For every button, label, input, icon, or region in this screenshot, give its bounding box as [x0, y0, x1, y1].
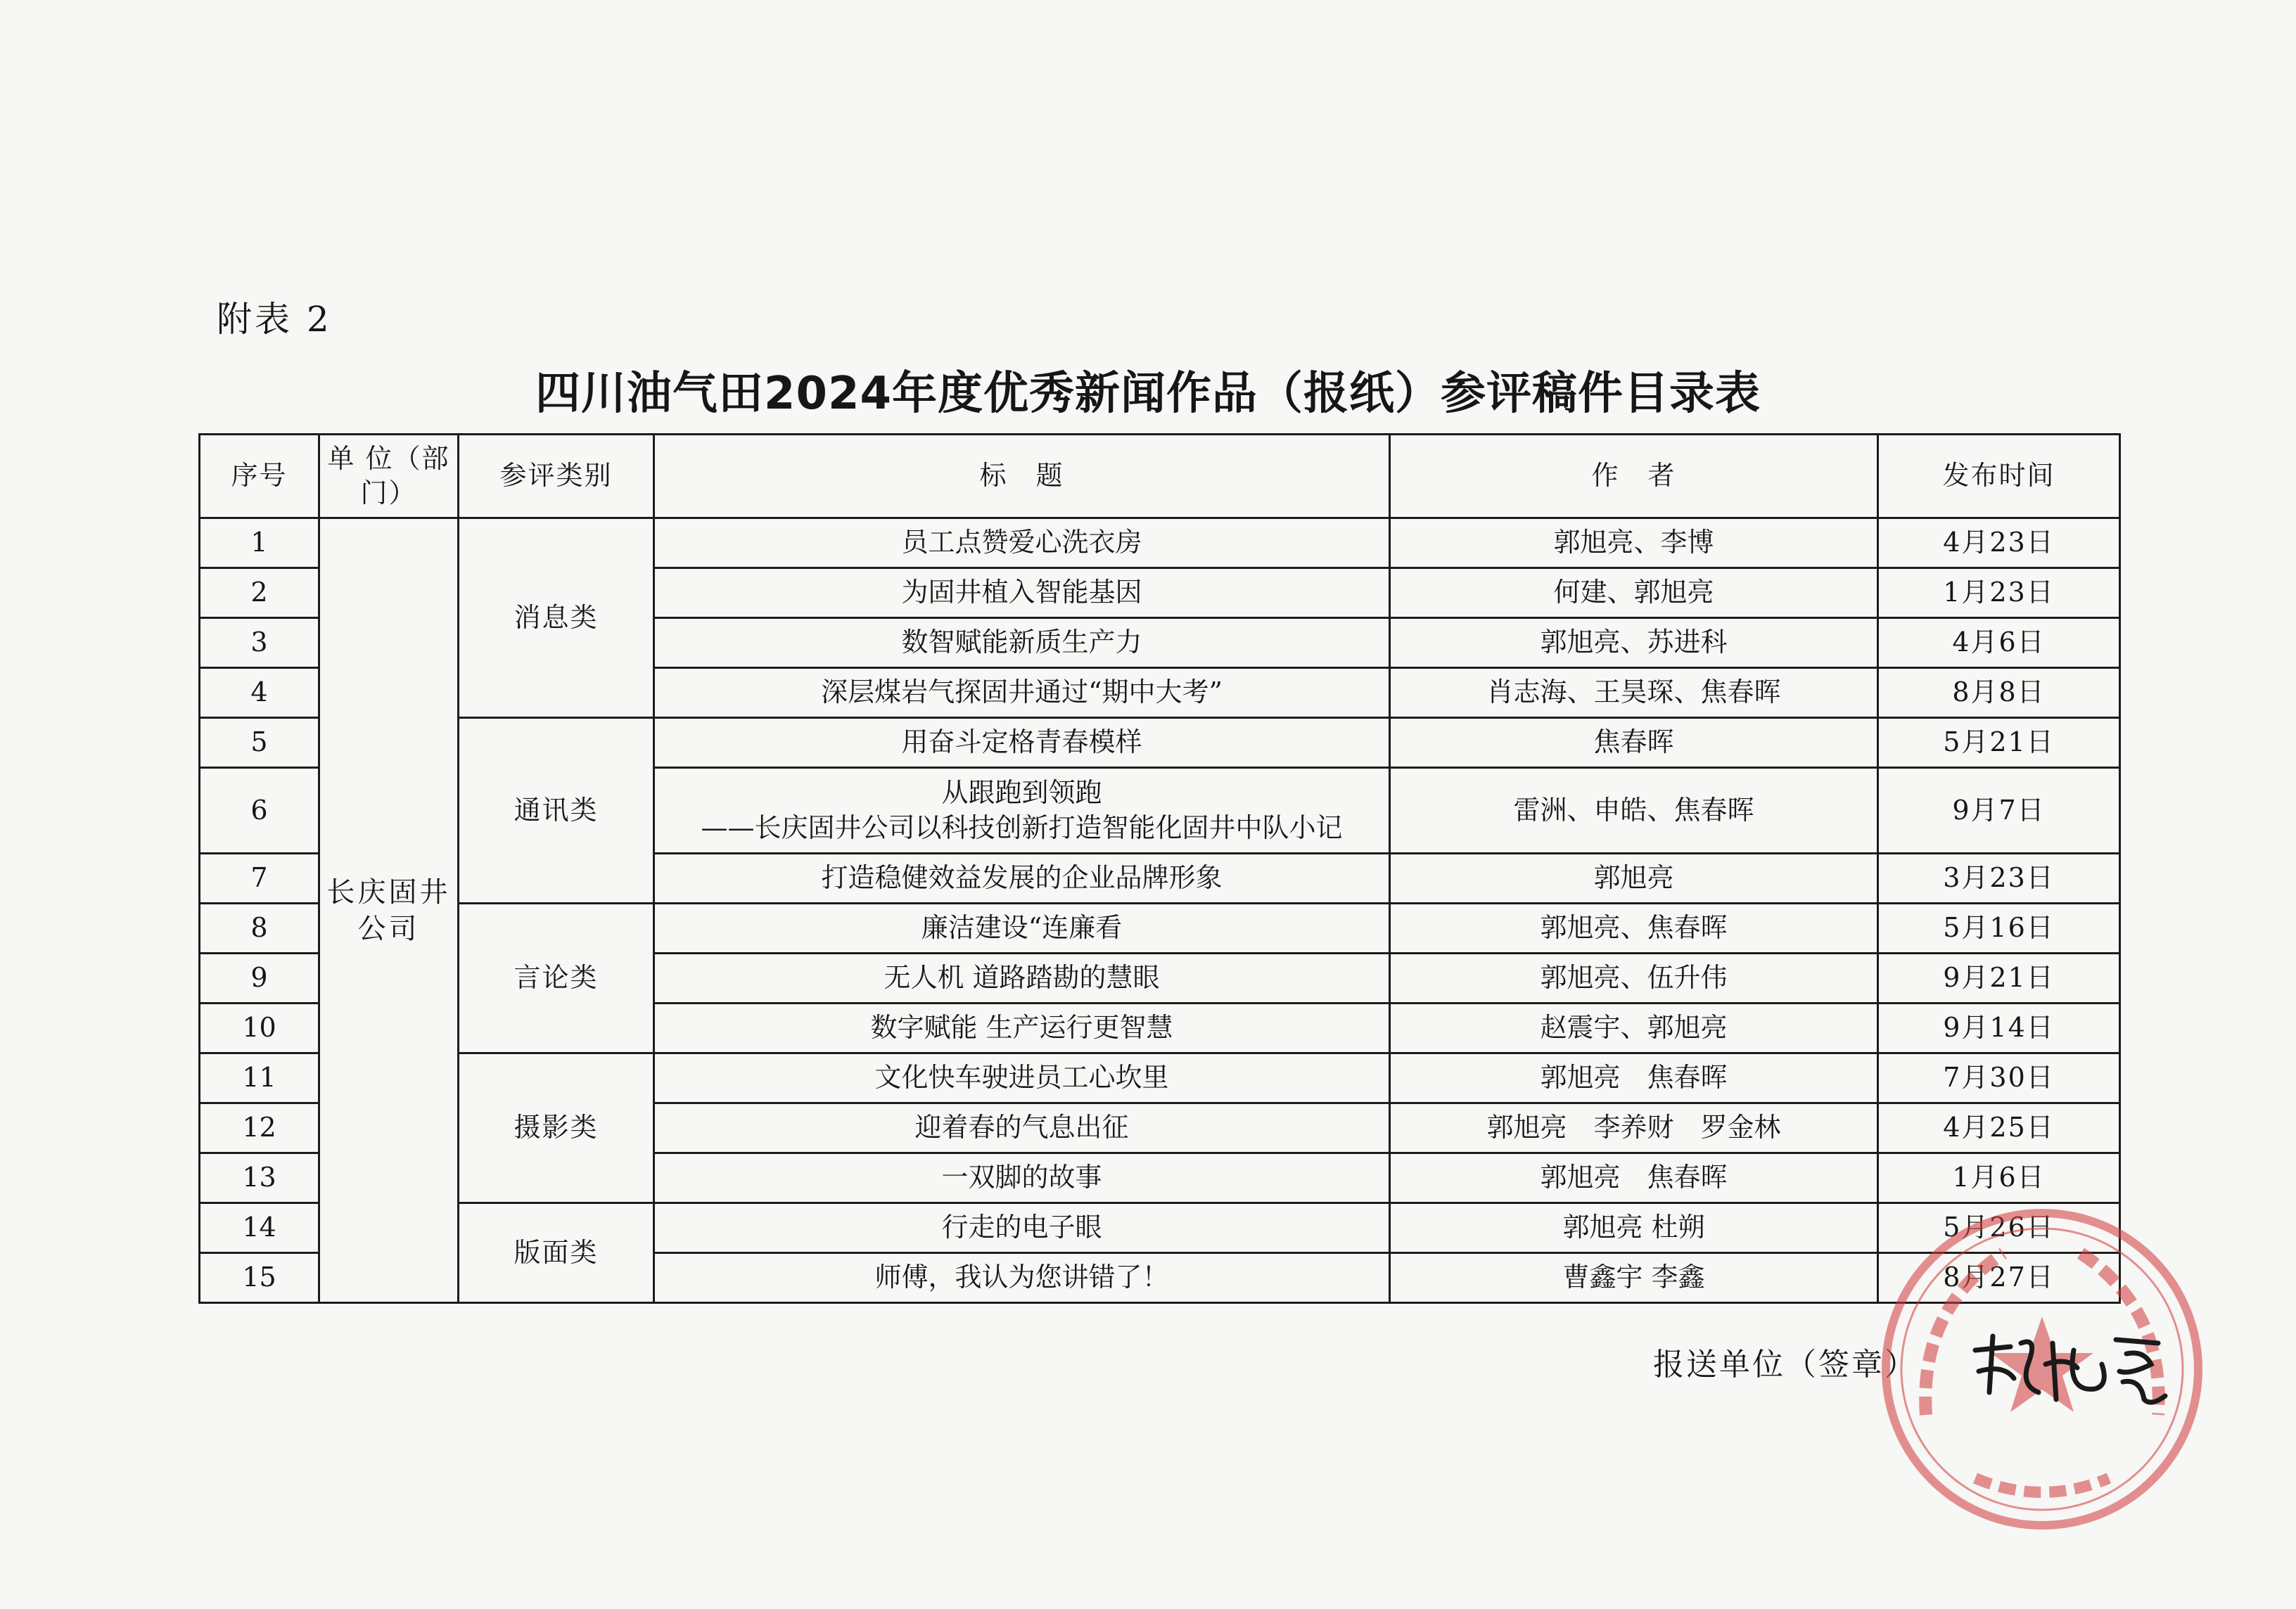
- row-no: 4: [200, 668, 319, 718]
- table-row: [200, 718, 2120, 768]
- row-title: 深层煤岩气探固井通过“期中大考”: [654, 668, 1390, 718]
- row-title: 迎着春的气息出征: [654, 1103, 1390, 1153]
- row-author: 焦春晖: [1390, 718, 1878, 768]
- header-author: 作 者: [1390, 435, 1878, 518]
- row-date: 5月21日: [1878, 718, 2120, 768]
- row-no: 6: [200, 768, 319, 854]
- row-date: 9月21日: [1878, 954, 2120, 1004]
- signature-stroke-2: [2046, 1343, 2104, 1399]
- row-author: 何建、郭旭亮: [1390, 568, 1878, 618]
- table-row: [200, 1203, 2120, 1253]
- row-date: 8月27日: [1878, 1253, 2120, 1303]
- row-title: 员工点赞爱心洗衣房: [654, 518, 1390, 568]
- row-no: 7: [200, 854, 319, 904]
- row-author: 郭旭亮 李养财 罗金林: [1390, 1103, 1878, 1153]
- row-author: 郭旭亮、苏进科: [1390, 618, 1878, 668]
- row-title: 为固井植入智能基因: [654, 568, 1390, 618]
- document-title: 四川油气田2024年度优秀新闻作品（报纸）参评稿件目录表: [535, 368, 1761, 420]
- row-title: 无人机 道路踏勘的慧眼: [654, 954, 1390, 1004]
- row-no: 1: [200, 518, 319, 568]
- header-unit: 单 位（部门）: [319, 435, 459, 518]
- catalog-table: [198, 433, 2121, 1304]
- row-no: 3: [200, 618, 319, 668]
- row-title-line-1: 从跟跑到领跑: [941, 777, 1102, 809]
- row-title: 文化快车驶进员工心坎里: [654, 1053, 1390, 1103]
- appendix-label: 附表 2: [217, 299, 332, 340]
- header-category: 参评类别: [459, 435, 654, 518]
- row-title: 师傅，我认为您讲错了！: [654, 1253, 1390, 1303]
- row-author: 赵震宇、郭旭亮: [1390, 1004, 1878, 1053]
- row-title: 数字赋能 生产运行更智慧: [654, 1004, 1390, 1053]
- header-title: 标 题: [654, 435, 1390, 518]
- row-date: 5月16日: [1878, 904, 2120, 954]
- table-row: [200, 518, 2120, 568]
- row-date: 1月6日: [1878, 1153, 2120, 1203]
- category-cell: 消息类: [459, 518, 654, 718]
- row-author: 曹鑫宇 李鑫: [1390, 1253, 1878, 1303]
- row-author: 郭旭亮 焦春晖: [1390, 1153, 1878, 1203]
- row-title: 打造稳健效益发展的企业品牌形象: [654, 854, 1390, 904]
- category-cell: 版面类: [459, 1203, 654, 1303]
- row-date: 9月7日: [1878, 768, 2120, 854]
- row-date: 8月8日: [1878, 668, 2120, 718]
- row-author: 郭旭亮 杜朔: [1390, 1203, 1878, 1253]
- row-author: 肖志海、王昊琛、焦春晖: [1390, 668, 1878, 718]
- row-no: 5: [200, 718, 319, 768]
- row-title: 廉洁建设“连廉看: [654, 904, 1390, 954]
- seal-lettering-bottom: [1975, 1478, 2109, 1492]
- category-cell: 通讯类: [459, 718, 654, 904]
- row-title: [654, 768, 1390, 854]
- row-title: 行走的电子眼: [654, 1203, 1390, 1253]
- category-cell: 摄影类: [459, 1053, 654, 1203]
- row-no: 2: [200, 568, 319, 618]
- row-author: 郭旭亮 焦春晖: [1390, 1053, 1878, 1103]
- row-no: 13: [200, 1153, 319, 1203]
- row-no: 14: [200, 1203, 319, 1253]
- row-date: 7月30日: [1878, 1053, 2120, 1103]
- row-author: 郭旭亮、伍升伟: [1390, 954, 1878, 1004]
- row-author: 郭旭亮、李博: [1390, 518, 1878, 568]
- table-row: [200, 904, 2120, 954]
- row-no: 11: [200, 1053, 319, 1103]
- table-header-row: [200, 435, 2120, 518]
- handwritten-signature: [1961, 1322, 2172, 1414]
- row-no: 9: [200, 954, 319, 1004]
- row-date: 9月14日: [1878, 1004, 2120, 1053]
- row-date: 4月6日: [1878, 618, 2120, 668]
- row-date: 4月23日: [1878, 518, 2120, 568]
- signature-stroke-3: [2116, 1340, 2165, 1402]
- row-date: 4月25日: [1878, 1103, 2120, 1153]
- category-cell: 言论类: [459, 904, 654, 1053]
- row-title-line-2: ——长庆固井公司以科技创新打造智能化固井中队小记: [701, 812, 1343, 843]
- row-author: 雷洲、申皓、焦春晖: [1390, 768, 1878, 854]
- row-date: 1月23日: [1878, 568, 2120, 618]
- table-row: [200, 1053, 2120, 1103]
- row-title: 数智赋能新质生产力: [654, 618, 1390, 668]
- row-author: 郭旭亮: [1390, 854, 1878, 904]
- row-author: 郭旭亮、焦春晖: [1390, 904, 1878, 954]
- submitting-unit-label: 报送单位（签章）: [1653, 1347, 1918, 1383]
- unit-cell: 长庆固井公司: [319, 518, 459, 1303]
- row-no: 12: [200, 1103, 319, 1153]
- header-no: 序号: [200, 435, 319, 518]
- row-no: 10: [200, 1004, 319, 1053]
- row-date: 3月23日: [1878, 854, 2120, 904]
- row-no: 15: [200, 1253, 319, 1303]
- row-title: 一双脚的故事: [654, 1153, 1390, 1203]
- header-date: 发布时间: [1878, 435, 2120, 518]
- row-no: 8: [200, 904, 319, 954]
- row-date: 5月26日: [1878, 1203, 2120, 1253]
- signature-stroke-1: [1975, 1336, 2039, 1392]
- row-title: 用奋斗定格青春模样: [654, 718, 1390, 768]
